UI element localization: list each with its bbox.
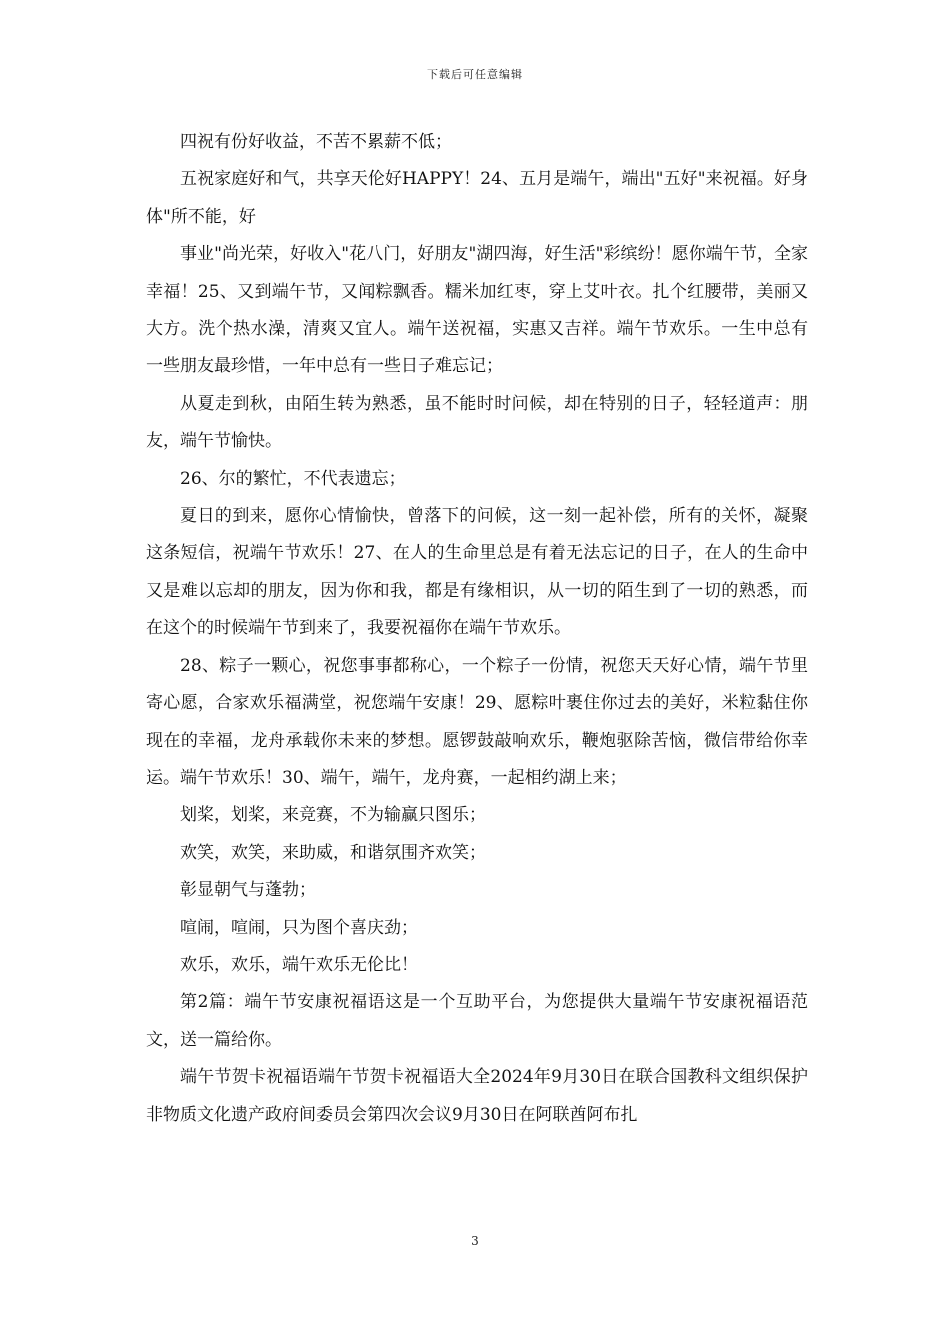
paragraph: 四祝有份好收益，不苦不累薪不低； [180,132,452,152]
paragraph: 欢笑，欢笑，来助威，和谐氛围齐欢笑； [180,842,486,863]
paragraph: 从夏走到秋，由陌生转为熟悉，虽不能时时问候，却在特别的日子，轻轻道声：朋友，端午节愉快。 [146,393,808,452]
paragraph: 喧闹，喧闹，只为图个喜庆劲； [180,917,418,938]
page-header: 下载后可任意编辑 [427,68,523,81]
page-number: 3 [471,1234,479,1248]
document-body [146,124,808,1134]
paragraph: 五祝家庭好和气，共享天伦好HAPPY！24、五月是端午，端出"五好"来祝福。好身体"所不能，好 [146,169,808,227]
paragraph: 26、尔的繁忙，不代表遗忘； [180,468,406,489]
paragraph: 事业"尚光荣，好收入"花八门，好朋友"湖四海，好生活"彩缤纷！愿你端午节，全家幸福！25、又到端午节，又闻粽飘香。糯米加红枣，穿上艾叶衣。扎个红腰带，美丽又大方。洗个热水澡，清爽又宜人。端午送祝福，实惠又吉祥。端午节欢乐。一生中总有一些朋友最珍惜，一年中总有一些日子难忘记； [146,244,808,377]
paragraph: 划桨，划桨，来竞赛，不为输赢只图乐； [180,805,486,826]
paragraph: 第2篇：端午节安康祝福语这是一个互助平台，为您提供大量端午节安康祝福语范文，送一篇给你。 [146,992,808,1050]
paragraph: 夏日的到来，愿你心情愉快，曾落下的问候，这一刻一起补偿，所有的关怀，凝聚这条短信，祝端午节欢乐！27、在人的生命里总是有着无法忘记的日子，在人的生命中又是难以忘却的朋友，因为你和我，都是有缘相识，从一切的陌生到了一切的熟悉，而在这个的时候端午节到来了，我要祝福你在端午节欢乐。 [146,506,808,639]
paragraph: 端午节贺卡祝福语端午节贺卡祝福语大全2024年9月30日在联合国教科文组织保护非物质文化遗产政府间委员会第四次会议9月30日在阿联酋阿布扎 [146,1067,808,1125]
paragraph: 28、粽子一颗心，祝您事事都称心，一个粽子一份情，祝您天天好心情，端午节里寄心愿，合家欢乐福满堂，祝您端午安康！29、愿粽叶裹住你过去的美好，米粒黏住你现在的幸福，龙舟承载你未来的梦想。愿锣鼓敲响欢乐，鞭炮驱除苦恼，微信带给你幸运。端午节欢乐！30、端午，端午，龙舟赛，一起相约湖上来； [146,655,808,788]
paragraph: 欢乐，欢乐，端午欢乐无伦比！ [180,954,418,975]
paragraph: 彰显朝气与蓬勃； [180,880,316,901]
